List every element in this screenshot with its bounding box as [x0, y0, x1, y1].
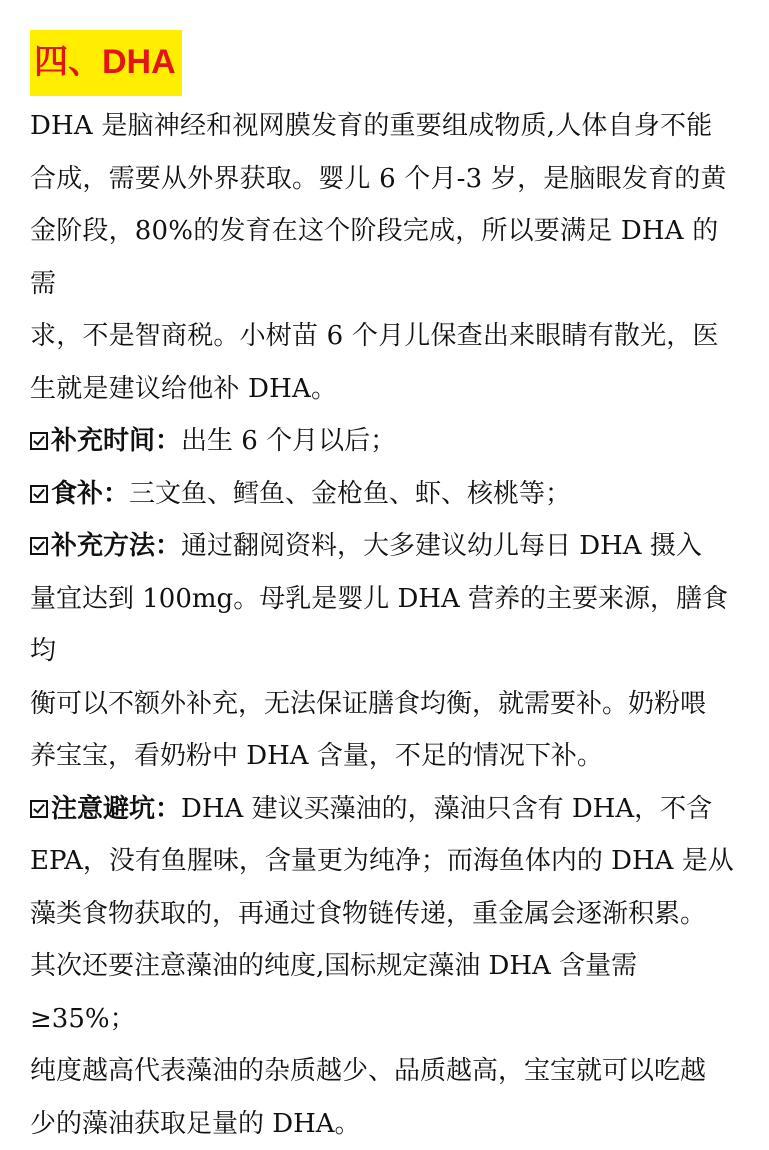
item-line: EPA，没有鱼腥味，含量更为纯净；而海鱼体内的 DHA 是从 [30, 835, 742, 888]
item-food [30, 468, 742, 521]
item-text: DHA 建议买藻油的，藻油只含有 DHA，不含 [181, 794, 712, 824]
item-label: 食补： [51, 479, 129, 509]
intro-line: DHA 是脑神经和视网膜发育的重要组成物质,人体自身不能 [30, 100, 742, 153]
item-label: 补充方法： [51, 531, 181, 561]
item-first-line [30, 415, 742, 468]
intro-line: 合成，需要从外界获取。婴儿 6 个月-3 岁，是脑眼发育的黄 [30, 153, 742, 206]
item-method [30, 520, 742, 783]
item-timing [30, 415, 742, 468]
checkbox-icon [30, 537, 48, 555]
item-first-line [30, 468, 742, 521]
item-text: 通过翻阅资料，大多建议幼儿每日 DHA 摄入 [181, 531, 702, 561]
item-line: 其次还要注意藻油的纯度,国标规定藻油 DHA 含量需≥35%； [30, 940, 742, 1045]
intro-paragraph [30, 100, 742, 415]
item-pitfalls [30, 783, 742, 1150]
item-line: 养宝宝，看奶粉中 DHA 含量，不足的情况下补。 [30, 730, 742, 783]
item-line: 量宜达到 100mg。母乳是婴儿 DHA 营养的主要来源，膳食均 [30, 573, 742, 678]
item-line: 少的藻油获取足量的 DHA。 [30, 1098, 742, 1150]
intro-line: 金阶段，80%的发育在这个阶段完成，所以要满足 DHA 的需 [30, 205, 742, 310]
item-line: 藻类食物获取的，再通过食物链传递，重金属会逐渐积累。 [30, 888, 742, 941]
section-heading: 四、DHA [30, 30, 182, 96]
checkbox-icon [30, 800, 48, 818]
item-text: 三文鱼、鳕鱼、金枪鱼、虾、核桃等； [129, 479, 571, 509]
intro-line: 生就是建议给他补 DHA。 [30, 363, 742, 416]
checkbox-icon [30, 485, 48, 503]
item-first-line [30, 520, 742, 573]
item-text: 出生 6 个月以后； [181, 426, 396, 456]
item-label: 注意避坑： [51, 794, 181, 824]
checkbox-icon [30, 432, 48, 450]
document-page [30, 30, 742, 1150]
item-line: 衡可以不额外补充，无法保证膳食均衡，就需要补。奶粉喂 [30, 678, 742, 731]
intro-line: 求，不是智商税。小树苗 6 个月儿保查出来眼睛有散光，医 [30, 310, 742, 363]
item-line: 纯度越高代表藻油的杂质越少、品质越高，宝宝就可以吃越 [30, 1045, 742, 1098]
item-first-line [30, 783, 742, 836]
item-label: 补充时间： [51, 426, 181, 456]
